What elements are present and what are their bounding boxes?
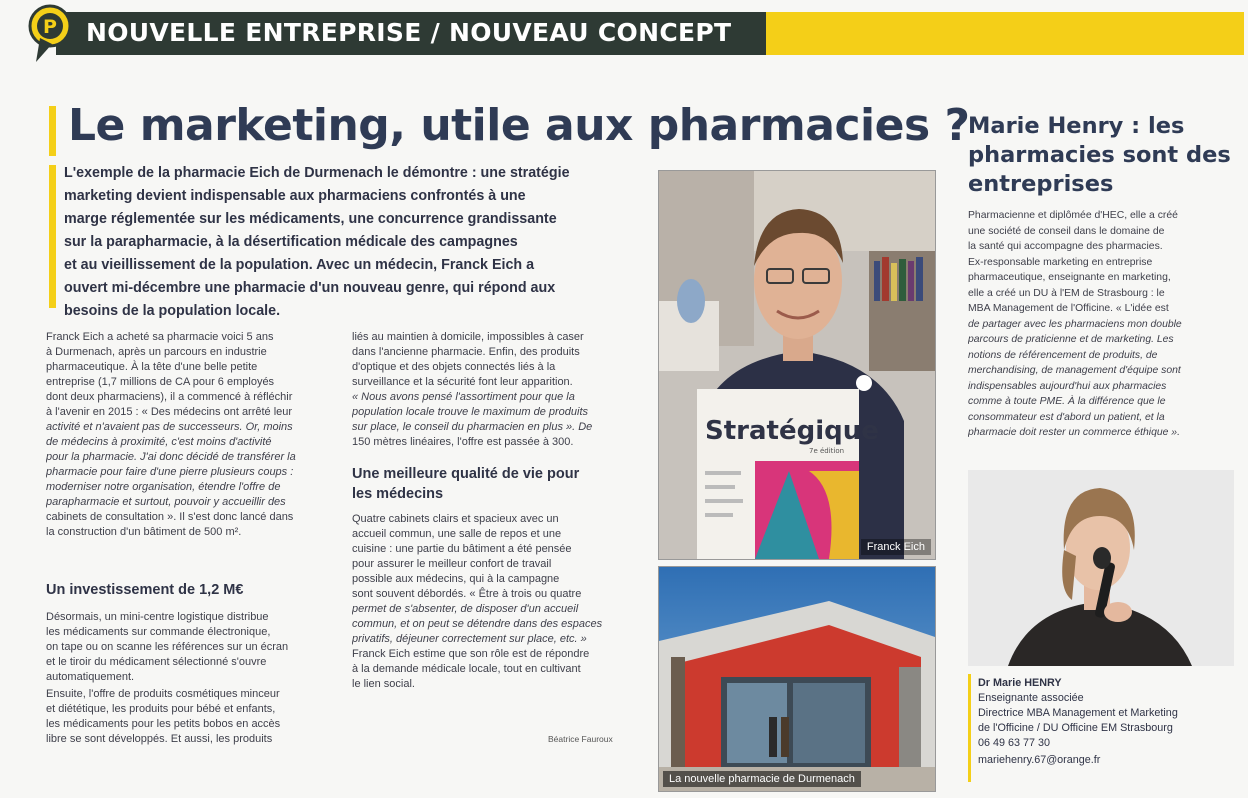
svg-text:P: P <box>43 16 57 38</box>
body-line: dans l'ancienne pharmacie. Enfin, des produits <box>352 346 580 358</box>
body-line: et diététique, les produits pour bébé et enfants, <box>46 703 276 715</box>
column-1-section <box>46 610 338 747</box>
book-edition: 7e édition <box>809 447 845 455</box>
body-line: pharmacie pour faire d'une pierre plusieurs coups : <box>46 466 294 478</box>
body-line: libre se sont développés. Et aussi, les produits <box>46 733 273 745</box>
body-line: à la demande médicale locale, tout en cultivant <box>352 663 581 675</box>
body-line: et le tiroir du médicament sélectionné s'ouvre <box>46 656 267 668</box>
body-line: liés au maintien à domicile, impossibles à caser <box>352 331 584 343</box>
body-line: pour assurer le meilleur confort de travail <box>352 558 552 570</box>
lead-line: marge réglementée sur les médicaments, une concurrence grandissante <box>64 211 557 227</box>
header-accent-bar <box>766 12 1244 55</box>
body-line: Quatre cabinets clairs et spacieux avec un <box>352 513 559 525</box>
body-line: à Durmenach, après un parcours en industrie <box>46 346 267 358</box>
body-line: Franck Eich estime que son rôle est de répondre <box>352 648 590 660</box>
lead-accent <box>49 165 56 308</box>
body-line: pharmaceutique. À la tête d'une belle petite <box>46 361 258 373</box>
body-line: privatifs, déjeuner correctement sur place, etc. » <box>352 633 587 645</box>
body-line: permet de s'absenter, de disposer d'un accueil <box>352 603 579 615</box>
body-line: population locale trouve le maximum de produits <box>352 406 589 418</box>
lead-line: et au vieillissement de la population. Avec un médecin, Franck Eich a <box>64 257 535 273</box>
portrait-image <box>968 470 1234 666</box>
map-pin-logo-icon <box>28 4 88 70</box>
subhead-investment: Un investissement de 1,2 M€ <box>46 582 244 598</box>
sidebar-line: parcours de praticienne et de marketing. Les <box>968 334 1174 345</box>
signature-line: Directrice MBA Management et Marketing <box>978 707 1178 719</box>
body-line: la construction d'un bâtiment de 500 m². <box>46 526 242 538</box>
section-title: NOUVELLE ENTREPRISE / NOUVEAU CONCEPT <box>86 18 732 47</box>
signature-email[interactable]: mariehenry.67@orange.fr <box>978 754 1101 766</box>
lead-line: L'exemple de la pharmacie Eich de Durmenach le démontre : une stratégie <box>64 165 570 181</box>
photo-pharmacy-building <box>658 566 936 792</box>
body-line: moderniser notre organisation, étendre l'offre de <box>46 481 281 493</box>
sidebar-line: de partager avec les pharmaciens mon double <box>968 318 1182 330</box>
sidebar-line: MBA Management de l'Officine. « L'idée est <box>968 303 1169 314</box>
photo-caption: Franck Eich <box>861 539 931 555</box>
body-line: possible aux médecins, qui à la campagne <box>352 573 560 585</box>
body-line: sur place, le conseil du pharmacien en plus ». De <box>352 421 593 433</box>
subhead-quality <box>352 464 579 504</box>
sidebar-line: indispensables aujourd'hui aux pharmacies <box>968 380 1167 392</box>
signature-role: Enseignante associée <box>978 692 1084 704</box>
subhead-line: Une meilleure qualité de vie pour <box>352 466 580 482</box>
lead-line: sur la parapharmacie, à la désertification médicale des campagnes <box>64 234 518 250</box>
portrait-image <box>659 171 935 559</box>
sidebar-line: consommateur est d'abord un patient, et la <box>968 411 1165 423</box>
headline-accent <box>49 106 56 156</box>
article-headline: Le marketing, utile aux pharmacies ? <box>68 100 970 151</box>
body-line: les médicaments sur commande électronique, <box>46 626 271 638</box>
photo-franck-eich <box>658 170 936 560</box>
book-title: Stratégique <box>705 416 879 446</box>
body-line: accueil commun, une salle de repos et une <box>352 528 562 540</box>
lead-line: besoins de la population locale. <box>64 303 281 319</box>
body-line: de médecins à proximité, c'est moins d'activité <box>46 436 272 448</box>
sidebar-line: une société de conseil dans le domaine de <box>968 225 1165 237</box>
body-line: automatiquement. <box>46 671 135 683</box>
photo-caption: La nouvelle pharmacie de Durmenach <box>663 771 861 787</box>
body-line: 150 mètres linéaires, l'offre est passée à 300. <box>352 436 574 448</box>
subhead-line: les médecins <box>352 486 444 502</box>
body-line: entreprise (1,7 millions de CA pour 6 employés <box>46 376 275 388</box>
body-line: Désormais, un mini-centre logistique distribue <box>46 611 269 623</box>
sidebar-line: comme à toute PME. À la différence que le <box>968 396 1166 407</box>
photo-marie-henry <box>968 470 1234 666</box>
column-2-top <box>352 330 642 450</box>
body-line: d'optique et des objets connectés liés à la <box>352 361 556 373</box>
body-line: pour la pharmacie. J'ai donc décidé de transférer la <box>46 451 296 463</box>
body-line: activité et n'avaient pas de successeurs. Or, moins <box>46 421 293 433</box>
sidebar-line: merchandising, de management d'équipe sont <box>968 365 1181 376</box>
body-line: « Nous avons pensé l'assortiment pour que la <box>352 391 575 403</box>
body-line: Franck Eich a acheté sa pharmacie voici 5 ans <box>46 331 274 343</box>
signature-name: Dr Marie HENRY <box>978 677 1062 689</box>
building-image <box>659 567 935 791</box>
signature-phone[interactable]: 06 49 63 77 30 <box>978 737 1051 749</box>
body-line: dont deux pharmaciens), il a commencé à réfléchir <box>46 391 293 403</box>
body-line: à l'avenir en 2015 : « Des médecins ont arrêté leur <box>46 406 293 418</box>
sidebar-line: pharmaceutique, enseignante en marketing, <box>968 272 1171 283</box>
column-2-section <box>352 512 642 692</box>
body-line: parapharmacie et surtout, pouvoir y accueillir des <box>46 496 286 508</box>
body-line: Ensuite, l'offre de produits cosmétiques minceur <box>46 688 280 700</box>
sidebar-line: Pharmacienne et diplômée d'HEC, elle a créé <box>968 210 1178 221</box>
body-line: commun, et on peut se détendre dans des espaces <box>352 618 603 630</box>
lead-line: marketing devient indispensable aux pharmaciens confrontés à une <box>64 188 526 204</box>
section-header <box>0 0 1248 60</box>
body-line: cuisine : une partie du bâtiment a été pensée <box>352 543 572 555</box>
sidebar-line: elle a créé un DU à l'EM de Strasbourg : le <box>968 287 1165 299</box>
body-line: le lien social. <box>352 678 415 690</box>
body-line: surveillance et la sécurité font leur apparition. <box>352 376 573 388</box>
body-line: les médicaments pour les petits bobos en accès <box>46 718 281 730</box>
sidebar-line: pharmacie doit rester un commerce éthique ». <box>968 427 1180 438</box>
byline: Béatrice Fauroux <box>548 734 613 744</box>
lead-line: ouvert mi-décembre une pharmacie d'un nouveau genre, qui répond aux <box>64 280 556 296</box>
body-line: sont souvent débordés. « Être à trois ou quatre <box>352 588 582 600</box>
body-line: cabinets de consultation ». Il s'est donc lancé dans <box>46 511 294 523</box>
sidebar-line: notions de référencement de produits, de <box>968 349 1158 361</box>
sidebar-title: Marie Henry : les pharmacies sont des entreprises <box>968 113 1231 197</box>
column-1-intro <box>46 330 338 540</box>
body-line: on tape ou on scanne les références sur un écran <box>46 641 289 653</box>
sidebar-line: la santé qui accompagne des pharmacies. <box>968 241 1163 252</box>
signature-line: de l'Officine / DU Officine EM Strasbourg <box>978 722 1173 734</box>
signature-accent <box>968 674 971 782</box>
sidebar-line: Ex-responsable marketing en entreprise <box>968 256 1153 268</box>
